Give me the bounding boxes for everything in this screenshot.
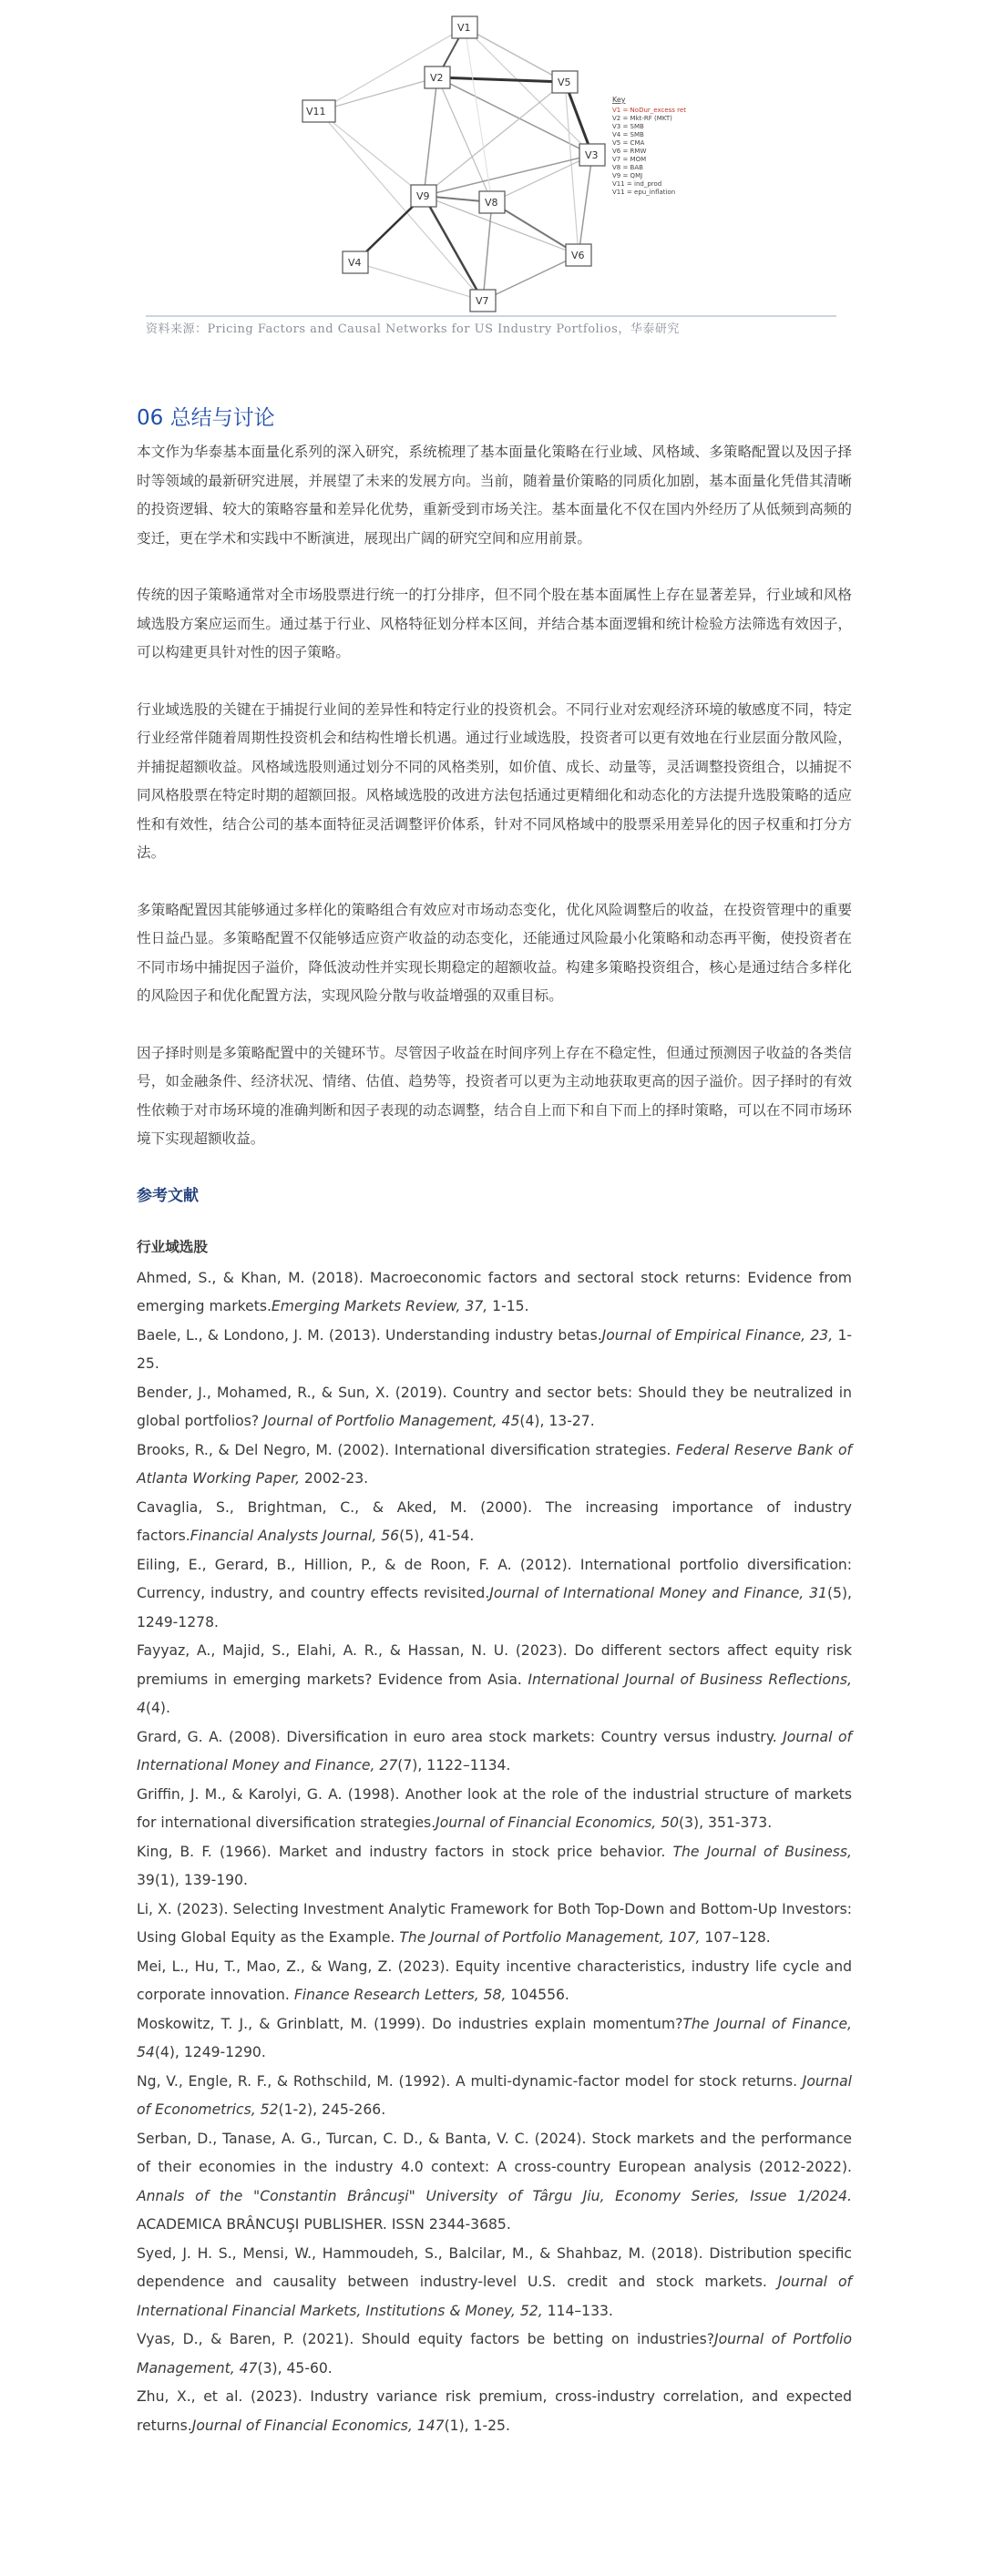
network-diagram (0, 0, 984, 314)
reference-item (137, 2326, 852, 2383)
reference-authors-title: Syed, J. H. S., Mensi, W., Hammoudeh, S., Balcilar, M., & Shahbaz, M. (2018). Distribution specific dependence and causality between industry-level U.S. credit and stock markets. (137, 2244, 852, 2290)
reference-authors-title: Ng, V., Engle, R. F., & Rothschild, M. (1992). A multi-dynamic-factor model for stock returns. (137, 2072, 803, 2090)
references-title: 参考文献 (137, 1186, 199, 1205)
reference-pages: 2002-23. (300, 1470, 369, 1487)
reference-journal: Financial Analysts Journal, 56 (190, 1528, 400, 1544)
reference-item (137, 1379, 852, 1436)
node-label: V11 (306, 106, 326, 118)
reference-journal: Journal of Portfolio Management, 47 (137, 2331, 852, 2377)
reference-item (137, 1322, 852, 1379)
causal-network-figure (0, 0, 984, 346)
node-v2 (425, 66, 450, 88)
reference-authors-title: Cavaglia, S., Brightman, C., & Aked, M. (2000). The increasing importance of industry factors. (137, 1498, 852, 1544)
reference-authors-title: Griffin, J. M., & Karolyi, G. A. (1998). Another look at the role of the industrial structure of markets for international diversification strategies. (137, 1785, 852, 1831)
reference-item (137, 1781, 852, 1838)
reference-authors-title: Baele, L., & Londono, J. M. (2013). Understanding industry betas. (137, 1326, 602, 1344)
key-item: V6 = RMW (612, 148, 647, 155)
reference-journal: Journal of International Financial Markets, Institutions & Money, 52, (137, 2274, 852, 2319)
reference-item (137, 1896, 852, 1953)
key-item: V8 = BAB (612, 164, 643, 171)
reference-pages: 114–133. (542, 2302, 613, 2319)
references-subtitle: 行业域选股 (137, 1238, 208, 1255)
reference-journal: The Journal of Business, (672, 1843, 852, 1860)
paragraph: 多策略配置因其能够通过多样化的策略组合有效应对市场动态变化，优化风险调整后的收益，在投资管理中的重要性日益凸显。多策略配置不仅能够适应资产收益的动态变化，还能通过风险最小化策略和动态再平衡，使投资者在不同市场中捕捉因子溢价，降低波动性并实现长期稳定的超额收益。构建多策略投资组合，核心是通过结合多样化的风险因子和优化配置方法，实现风险分散与收益增强的双重目标。 (137, 901, 852, 1004)
node-v1 (452, 16, 477, 38)
reference-pages: (1-2), 245-266. (278, 2101, 386, 2118)
node-v7 (470, 290, 496, 312)
reference-authors-title: Bender, J., Mohamed, R., & Sun, X. (2019). Country and sector bets: Should they be neutralized in global portfolios? (137, 1384, 852, 1429)
reference-item (137, 2383, 852, 2440)
reference-list (137, 1264, 852, 2441)
reference-journal: Journal of Econometrics, 52 (137, 2072, 852, 2118)
reference-item (137, 1436, 852, 1494)
key-item: V9 = QMJ (612, 172, 643, 179)
reference-authors-title: Serban, D., Tanase, A. G., Turcan, C. D., & Banta, V. C. (2024). Stock markets and the performance of their economies in the industry 4.0 context: A cross-country European analysis (2012-2022). (137, 2130, 852, 2175)
reference-authors-title: Fayyaz, A., Majid, S., Elahi, A. R., & Hassan, N. U. (2023). Do different sectors affect equity risk premiums in emerging markets? Evidence from Asia. (137, 1642, 852, 1688)
node-label: V4 (348, 257, 362, 269)
reference-item (137, 1551, 852, 1638)
reference-authors-title: Li, X. (2023). Selecting Investment Analytic Framework for Both Top-Down and Bottom-Up Investors: Using Global Equity as the Example. (137, 1900, 852, 1946)
node-v5 (552, 71, 578, 93)
reference-item (137, 2068, 852, 2125)
reference-journal: Journal of International Money and Finance, 27 (137, 1728, 852, 1774)
reference-authors-title: Mei, L., Hu, T., Mao, Z., & Wang, Z. (2023). Equity incentive characteristics, industry life cycle and corporate innovation. (137, 1958, 852, 2003)
reference-pages: (1), 1-25. (444, 2417, 510, 2434)
reference-item (137, 2125, 852, 2240)
reference-pages: (3), 45-60. (257, 2359, 333, 2377)
paragraph: 行业域选股的关键在于捕捉行业间的差异性和特定行业的投资机会。不同行业对宏观经济环境的敏感度不同，特定行业经常伴随着周期性投资机会和结构性增长机遇。通过行业域选股，投资者可以更有效地在行业层面分散风险，并捕捉超额收益。风格域选股则通过划分不同的风格类别，如价值、成长、动量等，灵活调整投资组合，以捕捉不同风格股票在特定时期的超额回报。风格域选股的改进方法包括通过更精细化和动态化的方法提升选股策略的适应性和有效性，结合公司的基本面特征灵活调整评价体系，针对不同风格域中的股票采用差异化的因子权重和打分方法。 (137, 700, 852, 861)
node-label: V2 (430, 72, 444, 84)
reference-item (137, 1838, 852, 1896)
reference-authors-title: Zhu, X., et al. (2023). Industry variance risk premium, cross-industry correlation, and expected returns. (137, 2388, 852, 2434)
reference-pages: 104556. (506, 1987, 569, 2003)
reference-item (137, 1264, 852, 1322)
reference-journal: Journal of Portfolio Management, 45 (263, 1413, 520, 1429)
reference-pages: (4), 1249-1290. (154, 2044, 266, 2060)
key-item: V5 = CMA (612, 139, 645, 147)
reference-journal: Journal of Empirical Finance, 23, (601, 1326, 834, 1344)
network-key (612, 96, 686, 196)
node-label: V9 (416, 190, 430, 202)
paragraph: 本文作为华泰基本面量化系列的深入研究，系统梳理了基本面量化策略在行业域、风格域、多策略配置以及因子择时等领域的最新研究进展，并展望了未来的发展方向。当前，随着量价策略的同质化加剧，基本面量化凭借其清晰的投资逻辑、较大的策略容量和差异化优势，重新受到市场关注。基本面量化不仅在国内外经历了从低频到高频的变迁，更在学术和实践中不断演进，展现出广阔的研究空间和应用前景。 (137, 444, 852, 547)
reference-journal: Federal Reserve Bank of Atlanta Working Paper, (137, 1441, 852, 1487)
paragraph: 传统的因子策略通常对全市场股票进行统一的打分排序，但不同个股在基本面属性上存在显著差异，行业域和风格域选股方案应运而生。通过基于行业、风格特征划分样本区间，并结合基本面逻辑和统计检验方法筛选有效因子，可以构建更具针对性的因子策略。 (137, 587, 852, 660)
node-v11 (302, 100, 335, 122)
reference-pages: (4). (145, 1700, 170, 1716)
reference-journal: Journal of Financial Economics, 147 (191, 2417, 445, 2434)
node-label: V7 (476, 295, 489, 307)
reference-pages: 39(1), 139-190. (137, 1872, 248, 1888)
reference-pages: (5), 1249-1278. (137, 1585, 852, 1630)
reference-item (137, 1637, 852, 1723)
reference-journal: Finance Research Letters, 58, (293, 1987, 507, 2003)
reference-pages: 1-15. (487, 1298, 529, 1314)
node-label: V3 (585, 149, 599, 161)
reference-journal: Journal of International Money and Finance, 31 (489, 1585, 827, 1601)
reference-authors-title: Eiling, E., Gerard, B., Hillion, P., & de Roon, F. A. (2012). International portfolio diversification: Currency, industry, and country effects revisited. (137, 1556, 852, 1601)
main-content (137, 401, 852, 2440)
node-v3 (579, 144, 605, 166)
key-item: V3 = SMB (612, 123, 644, 130)
node-label: V5 (558, 77, 571, 88)
reference-pages: 1-25. (137, 1326, 853, 1372)
reference-authors-title: Brooks, R., & Del Negro, M. (2002). International diversification strategies. (137, 1441, 677, 1458)
node-v8 (479, 191, 505, 213)
reference-pages: ACADEMICA BRÂNCUŞI PUBLISHER. ISSN 2344-3685. (137, 2216, 511, 2233)
reference-authors-title: Grard, G. A. (2008). Diversification in euro area stock markets: Country versus industry. (137, 1728, 784, 1745)
reference-authors-title: Vyas, D., & Baren, P. (2021). Should equity factors be betting on industries? (137, 2331, 714, 2347)
paragraph: 因子择时则是多策略配置中的关键环节。尽管因子收益在时间序列上存在不稳定性，但通过预测因子收益的各类信号，如金融条件、经济状况、情绪、估值、趋势等，投资者可以更为主动地获取更高的因子溢价。因子择时的有效性依赖于对市场环境的准确判断和因子表现的动态调整，结合自上而下和自下而上的择时策略，可以在不同市场环境下实现超额收益。 (137, 1044, 852, 1147)
section-title: 06 总结与讨论 (137, 406, 275, 430)
reference-journal: The Journal of Portfolio Management, 107, (399, 1929, 701, 1946)
key-item: V2 = Mkt-RF (MKT) (612, 115, 672, 122)
reference-item (137, 1953, 852, 2010)
reference-item (137, 1723, 852, 1781)
node-v9 (411, 185, 436, 207)
key-item: V11 = ind_prod (612, 180, 662, 188)
reference-pages: (3), 351-373. (679, 1814, 773, 1831)
figure-source: 资料来源：Pricing Factors and Causal Networks for US Industry Portfolios，华泰研究 (146, 322, 680, 336)
node-label: V1 (457, 22, 471, 34)
reference-pages: (7), 1122–1134. (397, 1757, 511, 1774)
reference-journal: Emerging Markets Review, 37, (271, 1298, 488, 1314)
reference-authors-title: Moskowitz, T. J., & Grinblatt, M. (1999). Do industries explain momentum? (137, 2015, 683, 2032)
key-item: V11 = epu_inflation (612, 189, 676, 196)
reference-pages: 107–128. (700, 1929, 771, 1946)
reference-journal: The Journal of Finance, 54 (137, 2015, 852, 2060)
node-label: V8 (485, 197, 498, 209)
reference-journal: International Journal of Business Reflections, 4 (137, 1671, 852, 1716)
reference-pages: (5), 41-54. (399, 1528, 475, 1544)
node-v4 (343, 251, 368, 273)
reference-item (137, 2010, 852, 2068)
key-item: V1 = NoDur_excess ret (612, 107, 686, 114)
reference-authors-title: Ahmed, S., & Khan, M. (2018). Macroeconomic factors and sectoral stock returns: Evidence from emerging markets. (137, 1269, 852, 1314)
node-label: V6 (571, 250, 585, 261)
reference-authors-title: King, B. F. (1966). Market and industry factors in stock price behavior. (137, 1843, 673, 1860)
reference-journal: Journal of Financial Economics, 50 (436, 1814, 680, 1831)
key-item: V7 = MOM (612, 156, 647, 163)
key-title: Key (612, 96, 626, 104)
reference-pages: (4), 13-27. (519, 1413, 595, 1429)
key-item: V4 = SMB (612, 131, 644, 138)
reference-journal: Annals of the "Constantin Brâncuşi" University of Târgu Jiu, Economy Series, Issue 1/2024. (137, 2187, 852, 2204)
node-v6 (566, 244, 591, 266)
reference-item (137, 1494, 852, 1551)
reference-item (137, 2240, 852, 2326)
figure-divider (146, 315, 836, 317)
